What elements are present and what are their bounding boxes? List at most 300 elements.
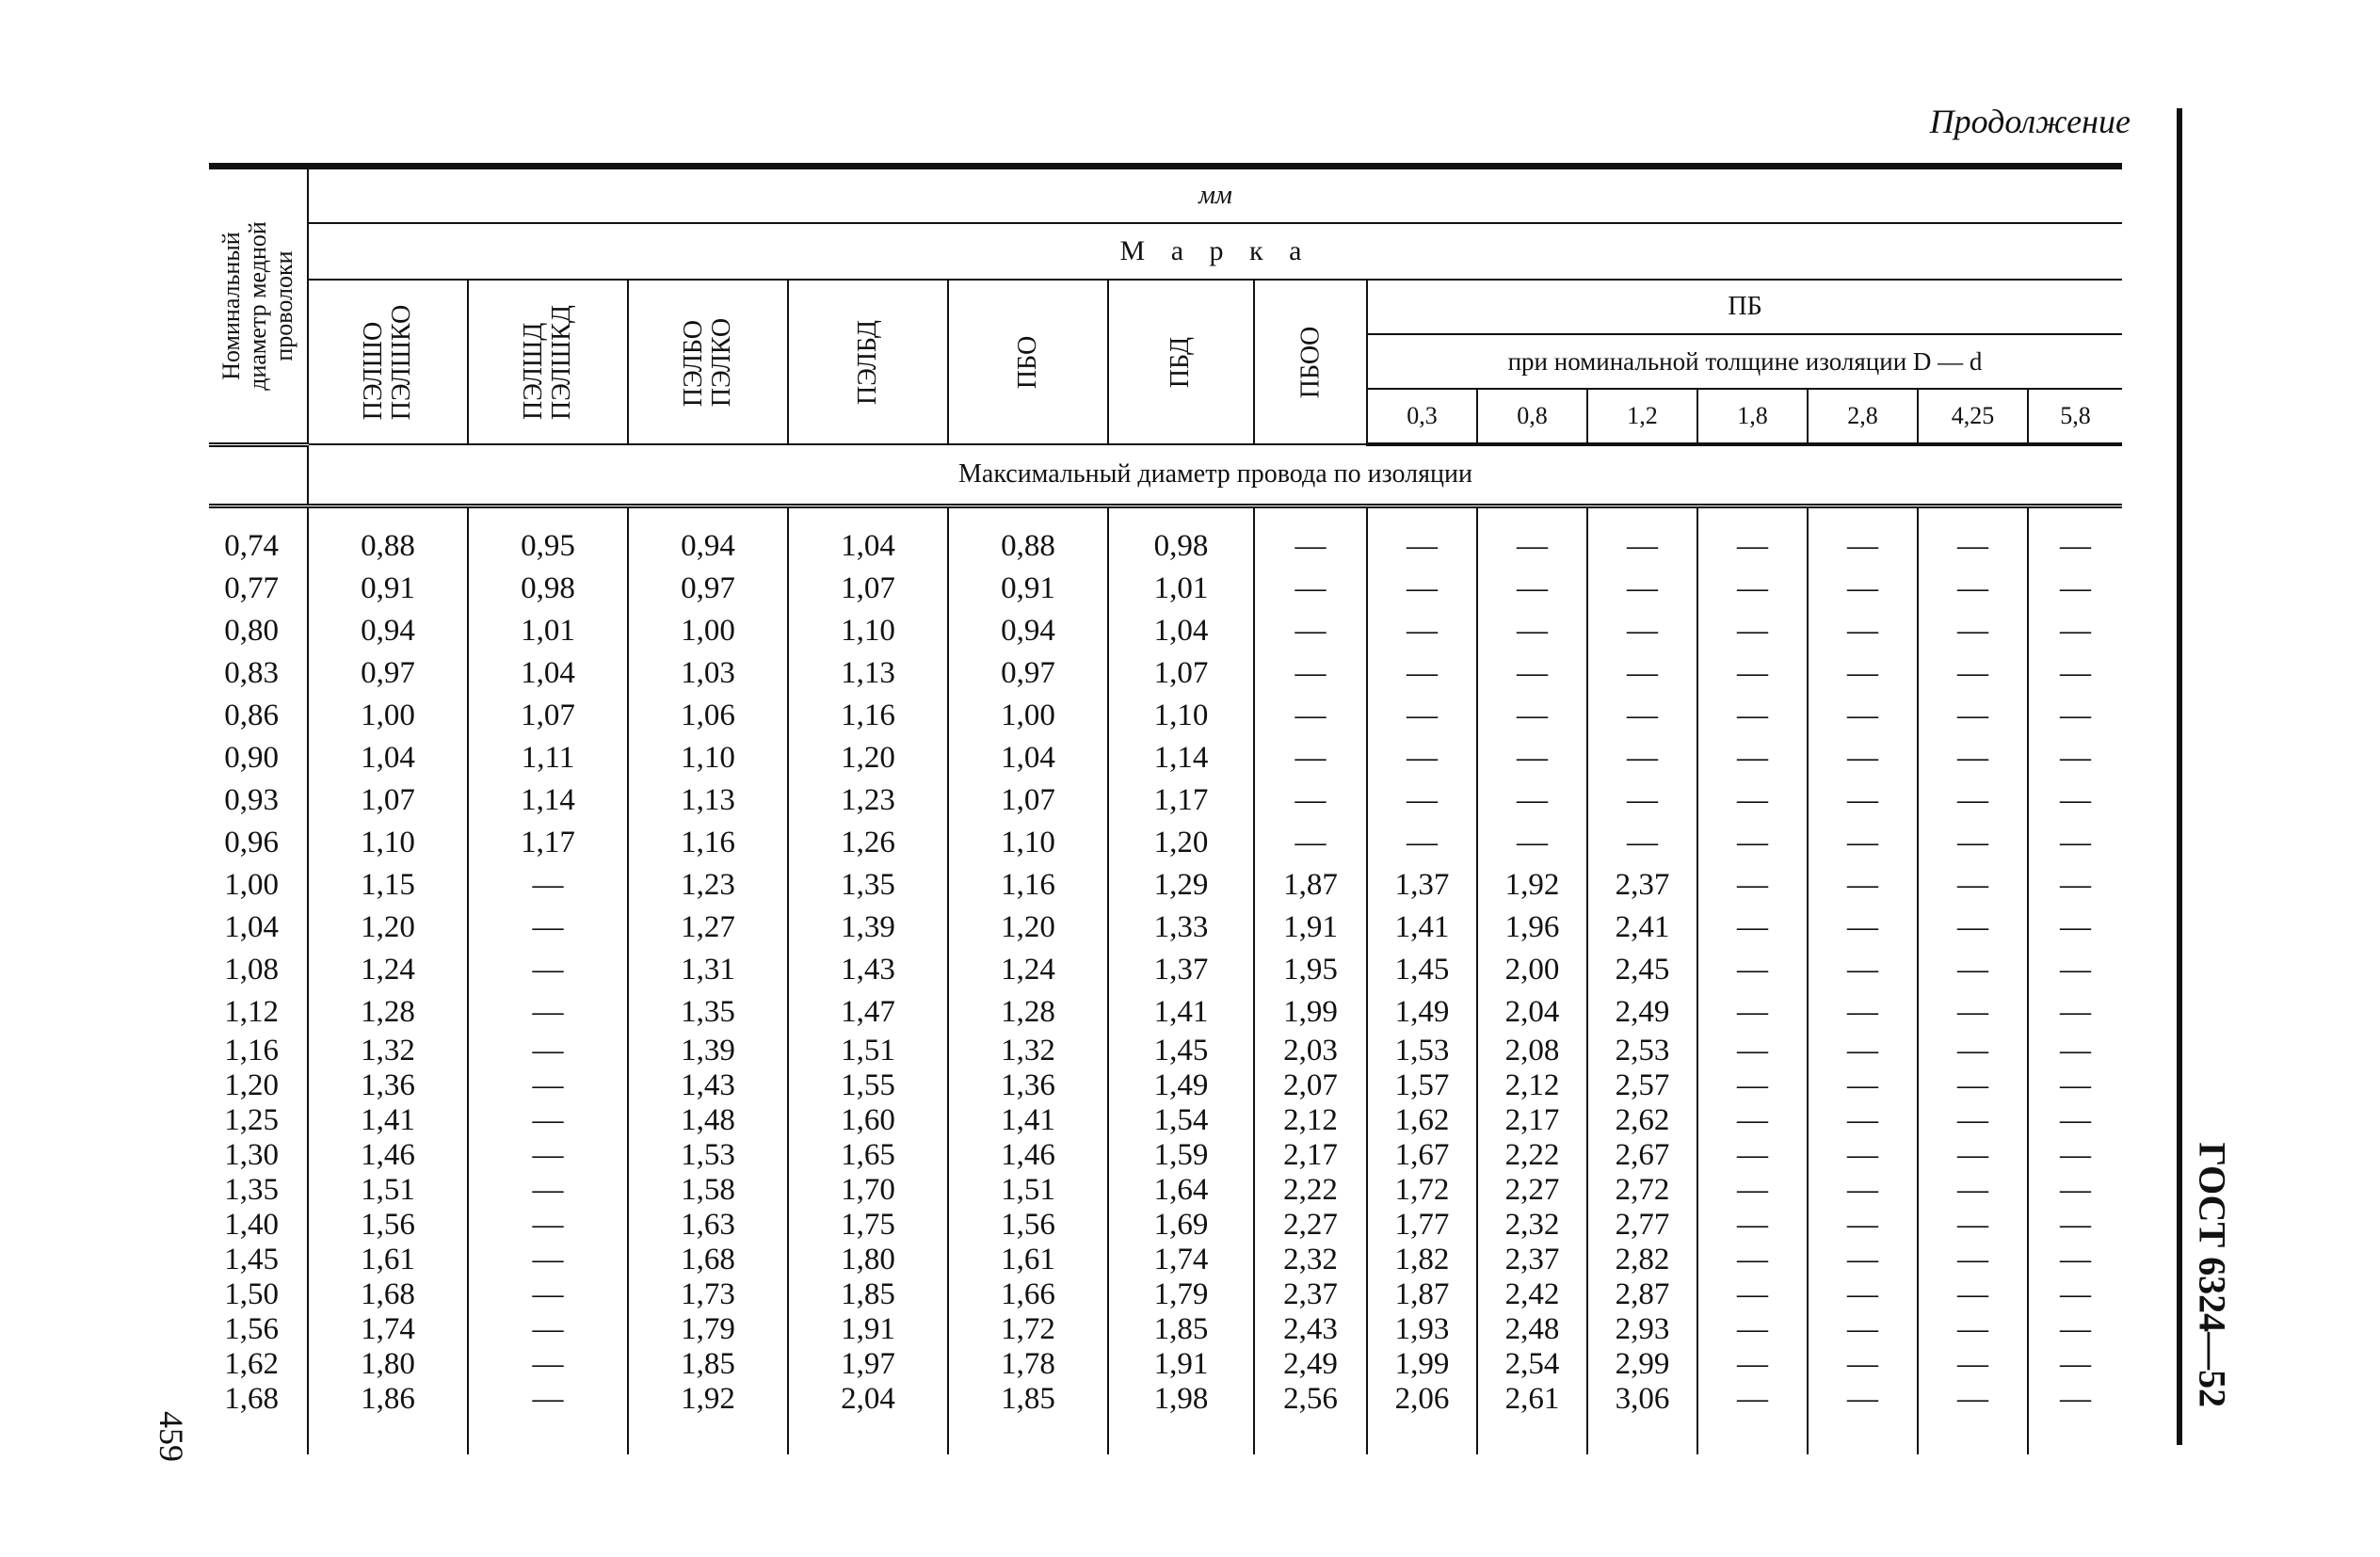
pb-label: ПБ — [1367, 280, 2122, 334]
unit-label: мм — [308, 167, 2122, 224]
value-cell: — — [1697, 949, 1808, 991]
value-cell: — — [1918, 737, 2028, 779]
thickness-header: 1,8 — [1697, 389, 1808, 444]
nominal-diameter-cell: 0,83 — [209, 652, 308, 695]
value-cell: 1,56 — [948, 1208, 1108, 1243]
value-cell: — — [1808, 1243, 1918, 1277]
value-cell: 1,17 — [468, 822, 628, 864]
value-cell: — — [1808, 949, 1918, 991]
value-cell: — — [468, 864, 628, 907]
value-cell: 1,70 — [788, 1173, 948, 1208]
standard-code: ГОСТ 6324—52 — [2191, 1142, 2234, 1408]
value-cell: 1,43 — [788, 949, 948, 991]
value-cell: — — [1477, 779, 1587, 822]
value-cell: 1,00 — [308, 695, 468, 737]
value-cell: 1,73 — [628, 1277, 788, 1312]
value-cell: — — [2028, 1068, 2122, 1103]
value-cell: — — [2028, 779, 2122, 822]
value-cell: — — [2028, 610, 2122, 652]
nominal-diameter-cell: 1,04 — [209, 907, 308, 949]
value-cell: — — [1587, 568, 1697, 610]
value-cell: 0,94 — [308, 610, 468, 652]
value-cell: 0,94 — [948, 610, 1108, 652]
value-cell: 1,61 — [308, 1243, 468, 1277]
value-cell: 2,27 — [1477, 1173, 1587, 1208]
value-cell: — — [1918, 1243, 2028, 1277]
value-cell: 1,16 — [948, 864, 1108, 907]
value-cell: 1,07 — [788, 568, 948, 610]
value-cell: 1,14 — [1108, 737, 1254, 779]
table-row — [209, 1243, 2122, 1277]
value-cell: — — [2028, 1347, 2122, 1382]
value-cell: 1,95 — [1254, 949, 1367, 991]
table-header — [209, 167, 2122, 506]
value-cell: — — [1697, 610, 1808, 652]
value-cell: — — [468, 1034, 628, 1068]
brand-header — [308, 280, 468, 444]
brand-label: ПБОО — [1295, 326, 1325, 398]
value-cell: 2,57 — [1587, 1068, 1697, 1103]
value-cell: 2,07 — [1254, 1068, 1367, 1103]
value-cell: — — [1587, 610, 1697, 652]
table-row — [209, 652, 2122, 695]
value-cell: 1,45 — [1108, 1034, 1254, 1068]
stub-header-cont — [209, 444, 308, 506]
value-cell: 1,82 — [1367, 1243, 1477, 1277]
value-cell: — — [1808, 652, 1918, 695]
value-cell: 1,91 — [1108, 1347, 1254, 1382]
value-cell: — — [1918, 610, 2028, 652]
value-cell: 1,24 — [308, 949, 468, 991]
value-cell: — — [1808, 1068, 1918, 1103]
value-cell: 0,97 — [948, 652, 1108, 695]
value-cell: 1,37 — [1108, 949, 1254, 991]
value-cell: — — [1367, 610, 1477, 652]
value-cell: — — [1254, 822, 1367, 864]
value-cell: 1,99 — [1367, 1347, 1477, 1382]
value-cell: 1,51 — [948, 1173, 1108, 1208]
value-cell: 1,46 — [308, 1138, 468, 1173]
continuation-label: Продолжение — [1929, 103, 2131, 140]
brand-header — [468, 280, 628, 444]
value-cell: 0,98 — [1108, 506, 1254, 568]
value-cell: 2,22 — [1477, 1138, 1587, 1173]
value-cell: — — [1808, 1277, 1918, 1312]
value-cell: 2,32 — [1477, 1208, 1587, 1243]
value-cell: 1,85 — [788, 1277, 948, 1312]
value-cell: 1,39 — [788, 907, 948, 949]
value-cell: 1,35 — [788, 864, 948, 907]
nominal-diameter-cell: 1,40 — [209, 1208, 308, 1243]
value-cell: 0,88 — [948, 506, 1108, 568]
value-cell: 1,00 — [948, 695, 1108, 737]
value-cell: 2,41 — [1587, 907, 1697, 949]
value-cell: 1,39 — [628, 1034, 788, 1068]
value-cell: — — [1808, 822, 1918, 864]
value-cell: — — [2028, 1173, 2122, 1208]
table-row — [209, 737, 2122, 779]
value-cell: — — [1808, 779, 1918, 822]
value-cell: 1,91 — [1254, 907, 1367, 949]
value-cell: 2,56 — [1254, 1382, 1367, 1454]
value-cell: 1,43 — [628, 1068, 788, 1103]
thickness-header: 5,8 — [2028, 389, 2122, 444]
value-cell: 2,72 — [1587, 1173, 1697, 1208]
value-cell: 2,49 — [1254, 1347, 1367, 1382]
marka-label: М а р к а — [308, 223, 2122, 280]
value-cell: — — [1808, 864, 1918, 907]
value-cell: — — [468, 1138, 628, 1173]
value-cell: — — [1587, 506, 1697, 568]
value-cell: 1,51 — [788, 1034, 948, 1068]
value-cell: — — [1918, 991, 2028, 1034]
value-cell: — — [1918, 822, 2028, 864]
right-margin-rule — [2177, 108, 2182, 1445]
value-cell: 1,04 — [788, 506, 948, 568]
value-cell: 1,77 — [1367, 1208, 1477, 1243]
value-cell: — — [2028, 949, 2122, 991]
value-cell: — — [1697, 1173, 1808, 1208]
value-cell: 0,88 — [308, 506, 468, 568]
value-cell: 2,62 — [1587, 1103, 1697, 1138]
table-row — [209, 991, 2122, 1034]
value-cell: — — [1697, 907, 1808, 949]
nominal-diameter-cell: 0,86 — [209, 695, 308, 737]
value-cell: — — [1918, 907, 2028, 949]
nominal-diameter-cell: 1,45 — [209, 1243, 308, 1277]
value-cell: 1,10 — [628, 737, 788, 779]
table-body — [209, 506, 2122, 1454]
value-cell: 2,54 — [1477, 1347, 1587, 1382]
value-cell: — — [2028, 695, 2122, 737]
thickness-header: 1,2 — [1587, 389, 1697, 444]
value-cell: 0,98 — [468, 568, 628, 610]
thickness-header: 0,3 — [1367, 389, 1477, 444]
value-cell: — — [1367, 695, 1477, 737]
value-cell: 1,01 — [468, 610, 628, 652]
value-cell: 1,68 — [308, 1277, 468, 1312]
value-cell: — — [1697, 1068, 1808, 1103]
value-cell: — — [1697, 779, 1808, 822]
table-row — [209, 1347, 2122, 1382]
value-cell: 2,45 — [1587, 949, 1697, 991]
value-cell: — — [468, 1173, 628, 1208]
nominal-diameter-cell: 1,50 — [209, 1277, 308, 1312]
value-cell: — — [1697, 506, 1808, 568]
brand-label: ПЭЛШД ПЭЛШКД — [518, 304, 576, 420]
value-cell: 1,68 — [628, 1243, 788, 1277]
value-cell: — — [1918, 506, 2028, 568]
value-cell: — — [1918, 1312, 2028, 1347]
value-cell: 1,32 — [948, 1034, 1108, 1068]
value-cell: 2,43 — [1254, 1312, 1367, 1347]
value-cell: 1,01 — [1108, 568, 1254, 610]
value-cell: 1,57 — [1367, 1068, 1477, 1103]
value-cell: — — [1587, 779, 1697, 822]
value-cell: — — [2028, 652, 2122, 695]
value-cell: 1,06 — [628, 695, 788, 737]
nominal-diameter-cell: 0,93 — [209, 779, 308, 822]
value-cell: — — [1918, 1138, 2028, 1173]
value-cell: — — [1587, 822, 1697, 864]
value-cell: 1,56 — [308, 1208, 468, 1243]
value-cell: 1,13 — [628, 779, 788, 822]
value-cell: 1,79 — [1108, 1277, 1254, 1312]
value-cell: — — [1477, 652, 1587, 695]
table-row — [209, 695, 2122, 737]
value-cell: — — [1918, 1103, 2028, 1138]
value-cell: — — [1808, 610, 1918, 652]
table-row — [209, 1277, 2122, 1312]
brand-header — [1254, 280, 1367, 444]
value-cell: — — [1918, 779, 2028, 822]
value-cell: 1,10 — [788, 610, 948, 652]
table-row — [209, 1208, 2122, 1243]
value-cell: 1,23 — [628, 864, 788, 907]
value-cell: — — [1697, 1103, 1808, 1138]
value-cell: — — [468, 1068, 628, 1103]
value-cell: 1,93 — [1367, 1312, 1477, 1347]
value-cell: — — [1477, 737, 1587, 779]
value-cell: 1,28 — [948, 991, 1108, 1034]
value-cell: — — [1918, 695, 2028, 737]
nominal-diameter-cell: 1,56 — [209, 1312, 308, 1347]
value-cell: 1,61 — [948, 1243, 1108, 1277]
value-cell: 1,04 — [1108, 610, 1254, 652]
value-cell: — — [1697, 1382, 1808, 1454]
value-cell: — — [1477, 822, 1587, 864]
thickness-header: 0,8 — [1477, 389, 1587, 444]
value-cell: 1,20 — [788, 737, 948, 779]
value-cell: 1,31 — [628, 949, 788, 991]
table-row — [209, 1312, 2122, 1347]
value-cell: 2,32 — [1254, 1243, 1367, 1277]
value-cell: 1,51 — [308, 1173, 468, 1208]
value-cell: 2,82 — [1587, 1243, 1697, 1277]
value-cell: 2,27 — [1254, 1208, 1367, 1243]
value-cell: — — [1254, 652, 1367, 695]
nominal-diameter-cell: 0,74 — [209, 506, 308, 568]
value-cell: 1,24 — [948, 949, 1108, 991]
nominal-diameter-cell: 1,68 — [209, 1382, 308, 1454]
value-cell: — — [1918, 864, 2028, 907]
value-cell: 1,72 — [1367, 1173, 1477, 1208]
value-cell: — — [1697, 1138, 1808, 1173]
value-cell: — — [1367, 568, 1477, 610]
value-cell: — — [468, 1277, 628, 1312]
value-cell: 1,36 — [948, 1068, 1108, 1103]
table-row — [209, 1173, 2122, 1208]
value-cell: — — [1808, 737, 1918, 779]
value-cell: — — [468, 1208, 628, 1243]
value-cell: 2,12 — [1254, 1103, 1367, 1138]
value-cell: — — [1697, 1208, 1808, 1243]
value-cell: — — [2028, 1312, 2122, 1347]
value-cell: — — [2028, 506, 2122, 568]
table-row — [209, 1068, 2122, 1103]
value-cell: — — [1697, 1034, 1808, 1068]
brand-header — [948, 280, 1108, 444]
value-cell: 1,91 — [788, 1312, 948, 1347]
value-cell: 1,48 — [628, 1103, 788, 1138]
value-cell: — — [1697, 1312, 1808, 1347]
value-cell: 2,99 — [1587, 1347, 1697, 1382]
value-cell: 1,13 — [788, 652, 948, 695]
value-cell: — — [2028, 822, 2122, 864]
value-cell: 1,00 — [628, 610, 788, 652]
value-cell: 1,86 — [308, 1382, 468, 1454]
value-cell: — — [2028, 1382, 2122, 1454]
value-cell: — — [468, 1312, 628, 1347]
value-cell: 1,20 — [948, 907, 1108, 949]
value-cell: — — [2028, 864, 2122, 907]
value-cell: 1,29 — [1108, 864, 1254, 907]
brand-label: ПЭЛБО ПЭЛКО — [678, 317, 736, 407]
value-cell: — — [468, 1243, 628, 1277]
value-cell: — — [2028, 1243, 2122, 1277]
value-cell: — — [1918, 1347, 2028, 1382]
value-cell: 1,03 — [628, 652, 788, 695]
value-cell: — — [1808, 506, 1918, 568]
value-cell: — — [1918, 652, 2028, 695]
value-cell: 2,87 — [1587, 1277, 1697, 1312]
nominal-diameter-cell: 0,96 — [209, 822, 308, 864]
value-cell: 2,37 — [1477, 1243, 1587, 1277]
value-cell: 2,00 — [1477, 949, 1587, 991]
table-row — [209, 568, 2122, 610]
value-cell: 2,06 — [1367, 1382, 1477, 1454]
page-number: 459 — [153, 1411, 190, 1462]
brand-label: ПЭЛШО ПЭЛШКО — [358, 304, 416, 420]
value-cell: 1,63 — [628, 1208, 788, 1243]
pb-subheader: при номинальной толщине изоляции D — d — [1367, 334, 2122, 389]
value-cell: 2,49 — [1587, 991, 1697, 1034]
brand-header — [788, 280, 948, 444]
value-cell: — — [1808, 1173, 1918, 1208]
value-cell: 1,46 — [948, 1138, 1108, 1173]
value-cell: 1,92 — [628, 1382, 788, 1454]
value-cell: 1,16 — [628, 822, 788, 864]
value-cell: 1,15 — [308, 864, 468, 907]
value-cell: 1,74 — [308, 1312, 468, 1347]
value-cell: 2,67 — [1587, 1138, 1697, 1173]
value-cell: — — [1808, 1034, 1918, 1068]
value-cell: 2,17 — [1254, 1138, 1367, 1173]
value-cell: — — [1808, 1138, 1918, 1173]
value-cell: 1,92 — [1477, 864, 1587, 907]
brand-label: ПЭЛБД — [852, 319, 882, 405]
value-cell: 2,12 — [1477, 1068, 1587, 1103]
value-cell: 1,17 — [1108, 779, 1254, 822]
value-cell: — — [1808, 1312, 1918, 1347]
value-cell: 1,85 — [948, 1382, 1108, 1454]
brand-header — [1108, 280, 1254, 444]
value-cell: — — [1367, 652, 1477, 695]
value-cell: 1,36 — [308, 1068, 468, 1103]
value-cell: 1,47 — [788, 991, 948, 1034]
value-cell: — — [1367, 737, 1477, 779]
value-cell: — — [2028, 1208, 2122, 1243]
table-row — [209, 610, 2122, 652]
value-cell: — — [1587, 652, 1697, 695]
value-cell: — — [1254, 695, 1367, 737]
wire-diameter-table — [209, 163, 2122, 1454]
value-cell: 1,67 — [1367, 1138, 1477, 1173]
value-cell: 1,10 — [948, 822, 1108, 864]
brand-header — [628, 280, 788, 444]
value-cell: — — [1477, 568, 1587, 610]
value-cell: 1,41 — [308, 1103, 468, 1138]
value-cell: — — [1697, 864, 1808, 907]
value-cell: 1,32 — [308, 1034, 468, 1068]
value-cell: 2,77 — [1587, 1208, 1697, 1243]
value-cell: 2,42 — [1477, 1277, 1587, 1312]
value-cell: 2,08 — [1477, 1034, 1587, 1068]
value-cell: 0,94 — [628, 506, 788, 568]
nominal-diameter-cell: 0,90 — [209, 737, 308, 779]
value-cell: 1,04 — [468, 652, 628, 695]
value-cell: — — [2028, 1034, 2122, 1068]
value-cell: 1,97 — [788, 1347, 948, 1382]
value-cell: 1,65 — [788, 1138, 948, 1173]
value-cell: 0,97 — [628, 568, 788, 610]
value-cell: 1,35 — [628, 991, 788, 1034]
value-cell: 2,37 — [1254, 1277, 1367, 1312]
value-cell: — — [1254, 610, 1367, 652]
value-cell: 2,17 — [1477, 1103, 1587, 1138]
value-cell: 1,41 — [1367, 907, 1477, 949]
nominal-diameter-cell: 1,25 — [209, 1103, 308, 1138]
value-cell: 1,37 — [1367, 864, 1477, 907]
value-cell: 1,14 — [468, 779, 628, 822]
value-cell: — — [1918, 1277, 2028, 1312]
value-cell: — — [1697, 695, 1808, 737]
table-row — [209, 1382, 2122, 1454]
brand-label: ПБД — [1166, 336, 1196, 388]
value-cell: — — [1918, 949, 2028, 991]
nominal-diameter-cell: 1,08 — [209, 949, 308, 991]
value-cell: — — [1697, 1277, 1808, 1312]
value-cell: 2,22 — [1254, 1173, 1367, 1208]
value-cell: — — [468, 1103, 628, 1138]
value-cell: — — [1808, 695, 1918, 737]
value-cell: — — [1808, 1382, 1918, 1454]
value-cell: 1,87 — [1254, 864, 1367, 907]
value-cell: 1,33 — [1108, 907, 1254, 949]
value-cell: — — [1808, 1103, 1918, 1138]
thickness-header: 4,25 — [1918, 389, 2028, 444]
value-cell: 1,96 — [1477, 907, 1587, 949]
thickness-header: 2,8 — [1808, 389, 1918, 444]
value-cell: 2,04 — [1477, 991, 1587, 1034]
value-cell: — — [1808, 1347, 1918, 1382]
value-cell: — — [1808, 568, 1918, 610]
value-cell: 1,59 — [1108, 1138, 1254, 1173]
value-cell: 1,27 — [628, 907, 788, 949]
value-cell: — — [2028, 568, 2122, 610]
table-row — [209, 1103, 2122, 1138]
stub-header-label: Номинальный диаметр медной проволоки — [217, 220, 298, 391]
value-cell: — — [1697, 1243, 1808, 1277]
value-cell: — — [1697, 568, 1808, 610]
table-row — [209, 949, 2122, 991]
value-cell: — — [1254, 779, 1367, 822]
value-cell: — — [1367, 506, 1477, 568]
stub-header — [209, 167, 308, 445]
nominal-diameter-cell: 1,12 — [209, 991, 308, 1034]
value-cell: — — [1367, 822, 1477, 864]
value-cell: — — [1254, 568, 1367, 610]
